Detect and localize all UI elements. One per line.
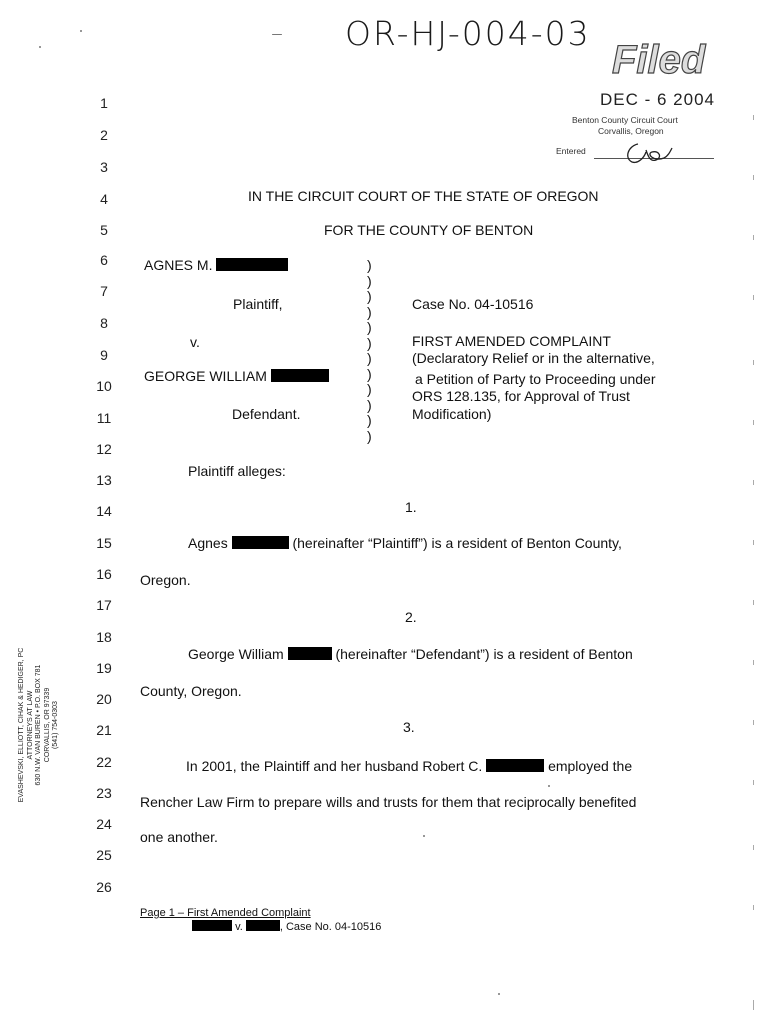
footer-page-label: Page 1 – First Amended Complaint [140, 907, 311, 919]
plaintiff-label: Plaintiff, [233, 296, 283, 312]
line-number: 3 [100, 159, 108, 175]
line-number: 11 [96, 410, 112, 426]
line-number: 23 [96, 785, 112, 801]
intro-text: Plaintiff alleges: [188, 463, 286, 479]
line-number: 12 [96, 441, 112, 457]
paragraph-line: one another. [140, 829, 218, 845]
paragraph-number: 2. [405, 609, 417, 625]
paragraph-text: (hereinafter “Plaintiff”) is a resident of Benton County, [292, 535, 622, 551]
margin-dash [753, 360, 754, 365]
entered-label: Entered [556, 146, 586, 156]
margin-dash [753, 845, 754, 850]
filed-stamp: Filed [612, 38, 706, 82]
paragraph-text: Agnes [188, 535, 228, 551]
line-number: 14 [96, 503, 112, 519]
margin-dash [753, 720, 754, 725]
law-firm-margin-text [18, 610, 61, 840]
margin-dash [753, 480, 754, 485]
speck [39, 46, 41, 48]
paragraph-text: employed the [548, 758, 633, 774]
document-subtitle-line: a Petition of Party to Proceeding under [415, 371, 656, 387]
document-subtitle-line: ORS 128.135, for Approval of Trust [412, 388, 630, 404]
line-number: 13 [96, 472, 112, 488]
margin-dash [753, 175, 754, 180]
redaction-bar [192, 920, 232, 931]
caption-parentheses: ) ) ) ) ) ) ) ) ) ) ) ) [367, 257, 372, 444]
margin-dash [753, 295, 754, 300]
paragraph-line [186, 758, 632, 774]
handwritten-initials [616, 136, 676, 168]
margin-dash [753, 1000, 754, 1010]
case-number: Case No. 04-10516 [412, 296, 534, 312]
footer-versus: v. [235, 921, 243, 933]
margin-dash [753, 235, 754, 240]
redaction-bar [288, 647, 332, 660]
footer-case-number: , Case No. 04-10516 [279, 921, 382, 933]
document-title: FIRST AMENDED COMPLAINT [412, 333, 611, 349]
handwritten-file-number: OR-HJ-004-03 [345, 14, 591, 53]
speck [548, 785, 550, 787]
margin-dash [753, 905, 754, 910]
court-heading: IN THE CIRCUIT COURT OF THE STATE OF OREGON [248, 188, 599, 204]
paragraph-text: George William [188, 646, 284, 662]
line-number: 22 [96, 754, 112, 770]
line-number: 6 [100, 252, 108, 268]
firm-role: ATTORNEYS AT LAW [26, 690, 34, 760]
document-subtitle-line: (Declaratory Relief or in the alternative, [412, 350, 655, 366]
margin-dash [753, 540, 754, 545]
line-number: 1 [100, 95, 108, 111]
redaction-bar [246, 920, 280, 931]
filed-date-stamp: DEC - 6 2004 [600, 90, 715, 109]
line-number: 25 [96, 847, 112, 863]
line-number: 5 [100, 222, 108, 238]
footer-case-line [192, 920, 381, 933]
paragraph-line: County, Oregon. [140, 683, 242, 699]
speck [80, 30, 82, 32]
line-number: 4 [100, 191, 108, 207]
line-number: 10 [96, 378, 112, 394]
line-number: 2 [100, 127, 108, 143]
redaction-bar [271, 369, 329, 382]
plaintiff-name [144, 257, 288, 273]
paragraph-line: Rencher Law Firm to prepare wills and trusts for them that reciprocally benefited [140, 794, 637, 810]
defendant-label: Defendant. [232, 406, 301, 422]
county-heading: FOR THE COUNTY OF BENTON [324, 222, 534, 238]
paragraph-line [188, 535, 622, 551]
speck [423, 835, 425, 837]
margin-dash [753, 600, 754, 605]
defendant-name-text: GEORGE WILLIAM [144, 368, 267, 384]
line-number: 16 [96, 566, 112, 582]
line-number: 19 [96, 660, 112, 676]
line-number: 15 [96, 535, 112, 551]
paragraph-number: 3. [403, 719, 415, 735]
paragraph-text: In 2001, the Plaintiff and her husband Robert C. [186, 758, 483, 774]
line-number: 21 [96, 722, 112, 738]
margin-dash [753, 115, 754, 120]
firm-name: EVASHEVSKI, ELLIOTT, CIHAK & HEDIGER, PC [18, 647, 25, 803]
court-stamp-line1: Benton County Circuit Court [572, 115, 678, 125]
speck [272, 34, 282, 35]
firm-address: 630 N.W. VAN BUREN • P.O. BOX 781 [35, 664, 43, 786]
redaction-bar [216, 258, 288, 271]
versus-label: v. [190, 334, 200, 350]
margin-dash [753, 780, 754, 785]
paragraph-text: (hereinafter “Defendant”) is a resident of Benton [335, 646, 633, 662]
redaction-bar [232, 536, 289, 549]
margin-dash [753, 660, 754, 665]
line-number: 20 [96, 691, 112, 707]
paragraph-number: 1. [405, 499, 417, 515]
line-number: 24 [96, 816, 112, 832]
court-stamp-line2: Corvallis, Oregon [598, 126, 664, 136]
plaintiff-name-text: AGNES M. [144, 257, 213, 273]
margin-dash [753, 420, 754, 425]
line-number: 17 [96, 597, 112, 613]
line-number: 18 [96, 629, 112, 645]
paragraph-line: Oregon. [140, 572, 191, 588]
speck [498, 993, 500, 995]
document-subtitle-line: Modification) [412, 406, 492, 422]
line-number: 7 [100, 283, 108, 299]
line-number: 8 [100, 315, 108, 331]
firm-city: CORVALLIS, OR 97339 [43, 687, 51, 763]
firm-phone: (541) 754-0303 [52, 701, 60, 749]
redaction-bar [486, 759, 544, 772]
line-number: 26 [96, 879, 112, 895]
defendant-name [144, 368, 329, 384]
line-number: 9 [100, 347, 108, 363]
court-stamp [572, 115, 678, 137]
paragraph-line [188, 646, 633, 662]
